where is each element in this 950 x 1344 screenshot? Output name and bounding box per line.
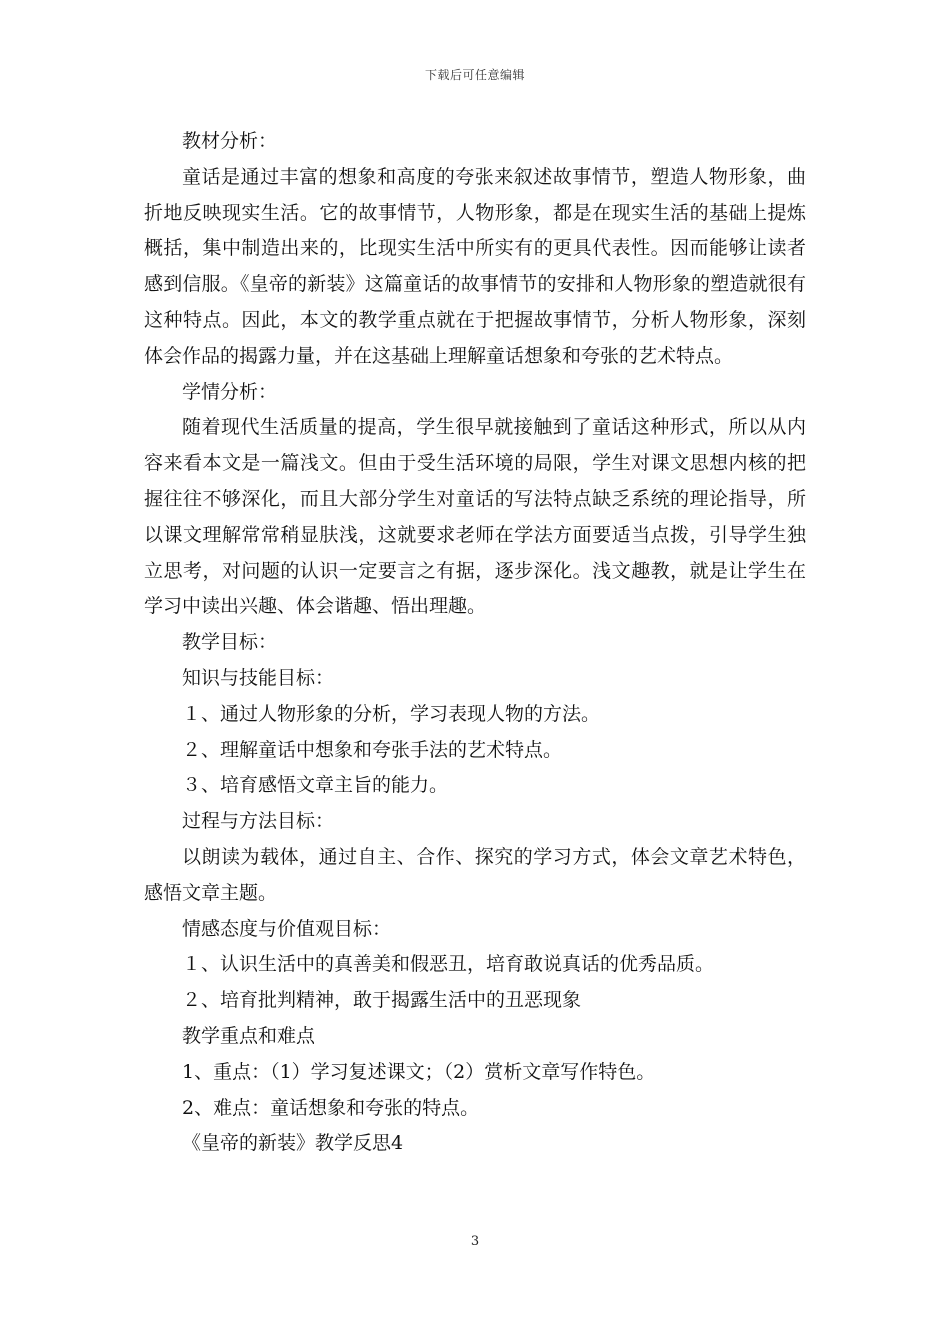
heading-process-method: 过程与方法目标： (182, 810, 335, 833)
list-item-emotion-2: ２、培育批判精神，敢于揭露生活中的丑恶现象 (182, 989, 582, 1012)
list-item-knowledge-3: ３、培育感悟文章主旨的能力。 (182, 774, 449, 797)
list-item-key-point: 1、重点：（1）学习复述课文；（2）赏析文章写作特色。 (182, 1060, 656, 1083)
list-item-knowledge-2: ２、理解童话中想象和夸张手法的艺术特点。 (182, 738, 563, 761)
heading-student-analysis: 学情分析： (182, 380, 278, 403)
paragraph-textbook-analysis: 童话是通过丰富的想象和高度的夸张来叙述故事情节，塑造人物形象，曲折地反映现实生活。它的故事情节，人物形象，都是在现实生活的基础上提炼概括，集中制造出来的，比现实生活中所实有的更具代表性。因而能够让读者感到信服。《皇帝的新装》这篇童话的故事情节的安排和人物形象的塑造就很有这种特点。因此，本文的教学重点就在于把握故事情节，分析人物形象，深刻体会作品的揭露力量，并在这基础上理解童话想象和夸张的艺术特点。 (144, 165, 806, 367)
list-item-emotion-1: １、认识生活中的真善美和假恶丑，培育敢说真话的优秀品质。 (182, 953, 715, 976)
heading-key-difficult-points: 教学重点和难点 (182, 1024, 316, 1047)
paragraph-process-method: 以朗读为载体，通过自主、合作、探究的学习方式，体会文章艺术特色，感悟文章主题。 (144, 845, 806, 904)
heading-textbook-analysis: 教材分析： (182, 130, 278, 152)
heading-emotion-values: 情感态度与价值观目标： (182, 917, 392, 940)
list-item-knowledge-1: １、通过人物形象的分析，学习表现人物的方法。 (182, 702, 601, 725)
heading-teaching-reflection: 《皇帝的新装》教学反思4 (182, 1132, 404, 1155)
page-header: 下载后可任意编辑 (424, 68, 525, 82)
heading-teaching-goals: 教学目标： (182, 631, 278, 654)
list-item-difficult-point: 2、难点：童话想象和夸张的特点。 (182, 1096, 480, 1119)
document-body (144, 124, 806, 1162)
paragraph-student-analysis: 随着现代生活质量的提高，学生很早就接触到了童话这种形式，所以从内容来看本文是一篇浅文。但由于受生活环境的局限，学生对课文思想内核的把握往往不够深化，而且大部分学生对童话的写法特点缺乏系统的理论指导，所以课文理解常常稍显肤浅，这就要求老师在学法方面要适当点拨，引导学生独立思考，对问题的认识一定要言之有据，逐步深化。浅文趣教，就是让学生在学习中读出兴趣、体会谐趣、悟出理趣。 (144, 416, 806, 618)
page-number: 3 (470, 1234, 480, 1249)
heading-knowledge-skills: 知识与技能目标： (182, 666, 335, 689)
